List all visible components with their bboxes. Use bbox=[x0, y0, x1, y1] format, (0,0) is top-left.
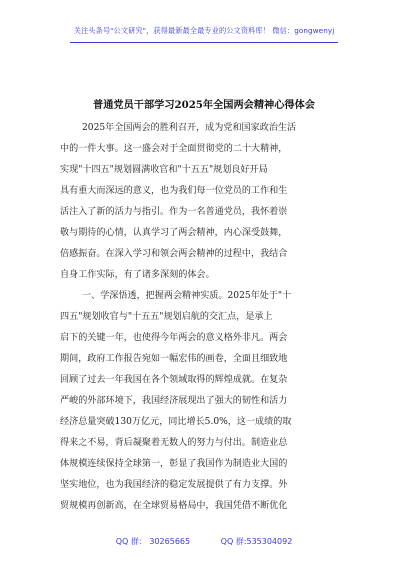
body-line: 得来之不易，背后凝聚着无数人的努力与付出。制造业总 bbox=[60, 438, 288, 448]
header-divider bbox=[70, 42, 338, 43]
body-line: 坚实地位，也为我国经济的稳定发展提供了有力支撑。外 bbox=[60, 480, 288, 490]
body-line: 自身工作实际，有了诸多深刻的体会。 bbox=[60, 270, 215, 280]
body-line: 敬与期待的心情，认真学习了两会精神，内心深受鼓舞， bbox=[60, 228, 288, 238]
body-line: 活注入了新的活力与指引。作为一名普通党员，我怀着崇 bbox=[60, 207, 288, 217]
body-line: 具有重大而深远的意义，也为我们每一位党员的工作和生 bbox=[60, 186, 288, 196]
footer-qq-group-1: QQ 群： 30265665 bbox=[115, 537, 191, 546]
body-line: 倍感振奋。在深入学习和领会两会精神的过程中，我结合 bbox=[60, 249, 288, 259]
body-line: 启下的关键一年，也使得今年两会的意义格外非凡。两会 bbox=[60, 333, 288, 343]
body-line: 2025年全国两会的胜利召开，成为党和国家政治生活 bbox=[82, 123, 297, 133]
footer-qq-group-2: QQ 群:535304092 bbox=[220, 537, 293, 546]
body-line: 期间，政府工作报告宛如一幅宏伟的画卷，全面且细致地 bbox=[60, 354, 288, 364]
body-line: 体规模连续保持全球第一，彰显了我国作为制造业大国的 bbox=[60, 459, 288, 469]
body-line: 四五"规划收官与"十五五"规划启航的交汇点，是承上 bbox=[60, 312, 273, 322]
body-line: 实现"十四五"规划圆满收官和"十五五"规划良好开局 bbox=[60, 165, 268, 175]
footer bbox=[0, 536, 408, 547]
body-line: 贸规模再创新高，在全球贸易格局中，我国凭借不断优化 bbox=[60, 501, 288, 511]
body-line: 回顾了过去一年我国在各个领域取得的辉煌成就。在复杂 bbox=[60, 375, 288, 385]
document-title: 普通党员干部学习2025年全国两会精神心得体会 bbox=[93, 99, 315, 111]
body-line: 一、学深悟透，把握两会精神实质。2025年处于"十 bbox=[82, 291, 292, 301]
header-banner: 关注头条号"公文研究"，获得最新最全最专业的公文资料库！ 微信：gongwenyj bbox=[73, 26, 335, 35]
body-line: 严峻的外部环境下，我国经济展现出了强大的韧性和活力 bbox=[60, 396, 288, 406]
document-body bbox=[60, 118, 350, 517]
body-line: 中的一件大事。这一盛会对于全面贯彻党的二十大精神， bbox=[60, 144, 288, 154]
body-line: 经济总量突破130万亿元，同比增长5.0%，这一成绩的取 bbox=[60, 417, 292, 427]
